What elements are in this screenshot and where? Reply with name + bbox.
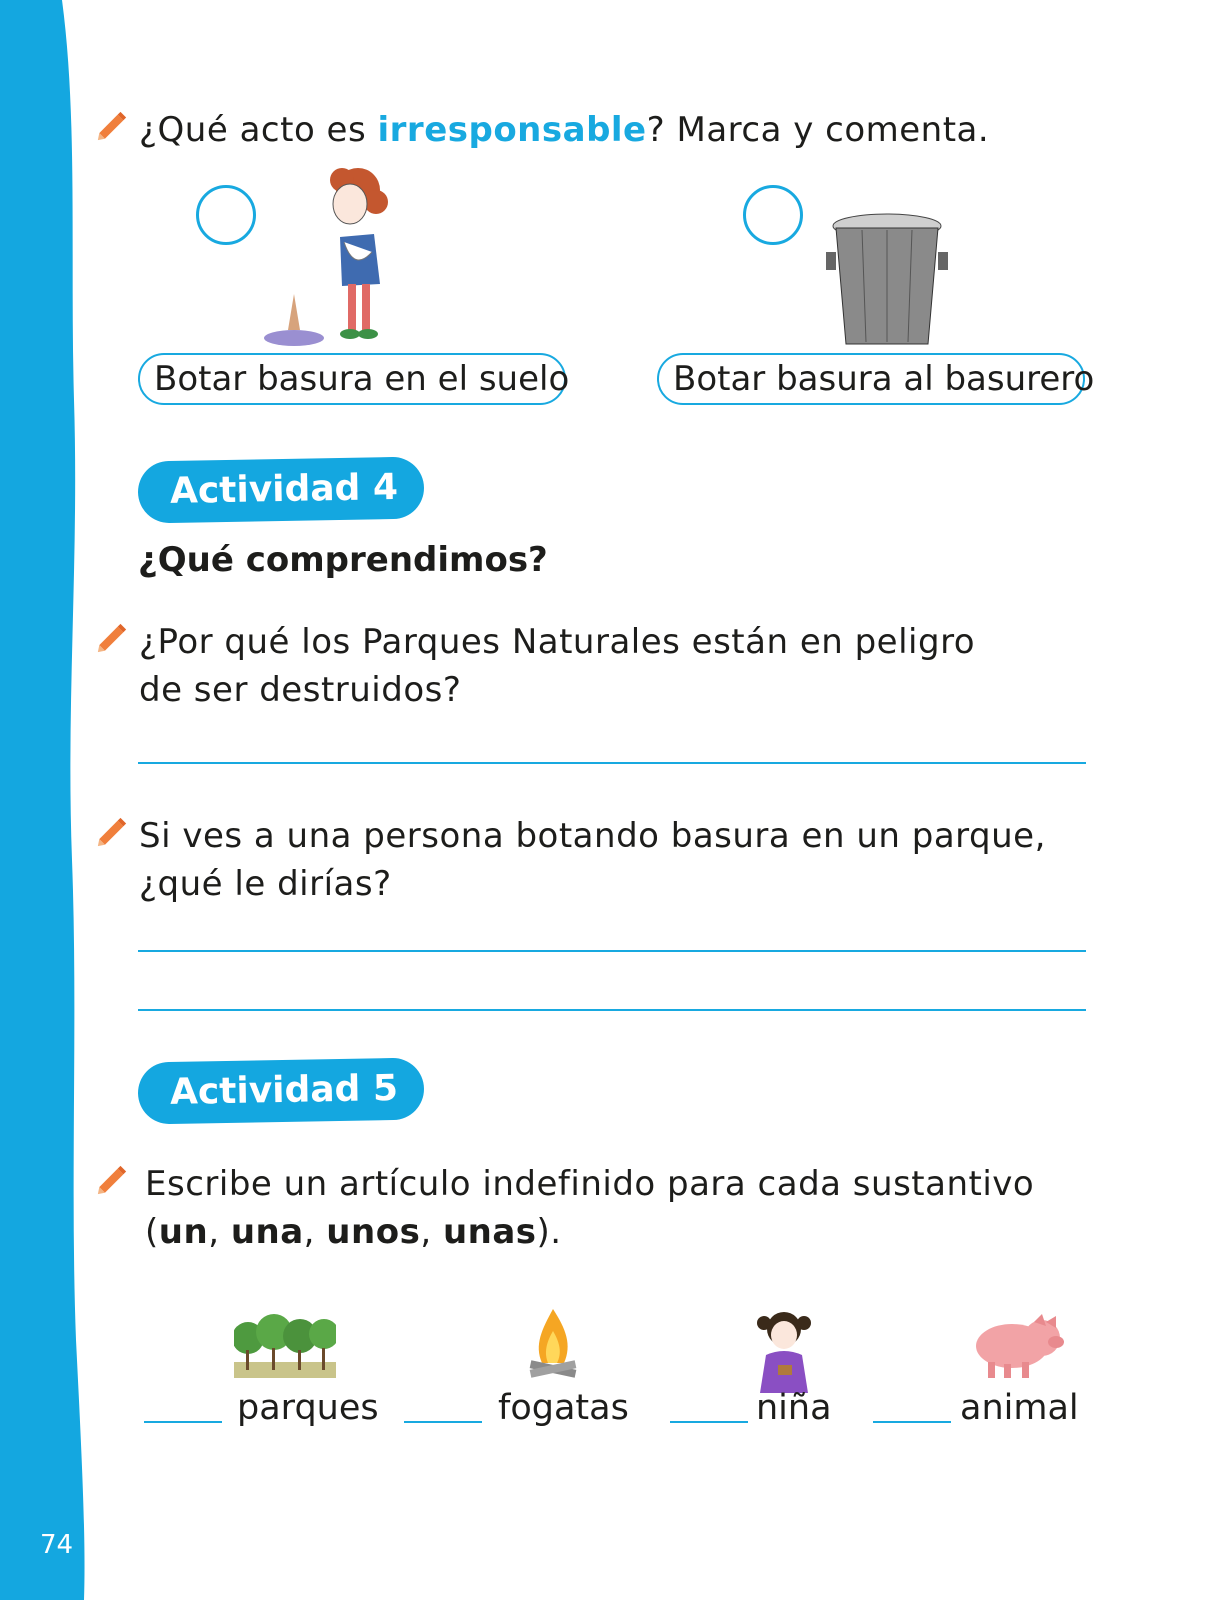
noun-fogatas: fogatas bbox=[498, 1388, 629, 1428]
page-number: 74 bbox=[40, 1530, 74, 1560]
section-subtitle: ¿Qué comprendimos? bbox=[138, 540, 548, 580]
article-blank[interactable] bbox=[404, 1421, 482, 1423]
girl-littering-illustration bbox=[262, 162, 402, 350]
pencil-icon bbox=[92, 618, 132, 658]
pencil-icon bbox=[92, 1160, 132, 1200]
article-blank[interactable] bbox=[144, 1421, 222, 1423]
option-box-2[interactable] bbox=[657, 353, 1095, 405]
noun-animal: animal bbox=[960, 1388, 1079, 1428]
pig-image bbox=[964, 1312, 1068, 1382]
pencil-icon bbox=[92, 106, 132, 146]
park-trees-image bbox=[234, 1312, 336, 1378]
article-blank[interactable] bbox=[873, 1421, 951, 1423]
option-label-2: Botar basura al basurero bbox=[673, 359, 1095, 399]
question-irresponsible: ¿Qué acto es irresponsable? Marca y comenta. bbox=[139, 110, 990, 150]
activity-5-badge: Actividad 5 bbox=[137, 1058, 424, 1125]
answer-line[interactable] bbox=[138, 1009, 1086, 1011]
radio-option-1[interactable] bbox=[196, 185, 256, 245]
instruction-articles: Escribe un artículo indefinido para cada sustantivo (un, una, unos, unas). bbox=[145, 1164, 1035, 1252]
campfire-image bbox=[524, 1305, 582, 1387]
pencil-icon bbox=[92, 812, 132, 852]
noun-nina: niña bbox=[756, 1388, 832, 1428]
highlight-word: irresponsable bbox=[377, 110, 647, 150]
girl-image bbox=[750, 1305, 818, 1395]
article-blank[interactable] bbox=[670, 1421, 748, 1423]
answer-line[interactable] bbox=[138, 950, 1086, 952]
question-what-say: Si ves a una persona botando basura en un parque, ¿qué le dirías? bbox=[139, 816, 1046, 904]
activity-4-badge: Actividad 4 bbox=[137, 457, 424, 524]
question-parks: ¿Por qué los Parques Naturales están en peligro de ser destruidos? bbox=[139, 622, 976, 710]
radio-option-2[interactable] bbox=[743, 185, 803, 245]
noun-parques: parques bbox=[237, 1388, 379, 1428]
sidebar-band bbox=[0, 0, 95, 1600]
option-label-1: Botar basura en el suelo bbox=[154, 359, 570, 399]
answer-line[interactable] bbox=[138, 762, 1086, 764]
trash-can-illustration bbox=[826, 212, 948, 350]
option-box-1[interactable] bbox=[138, 353, 570, 405]
